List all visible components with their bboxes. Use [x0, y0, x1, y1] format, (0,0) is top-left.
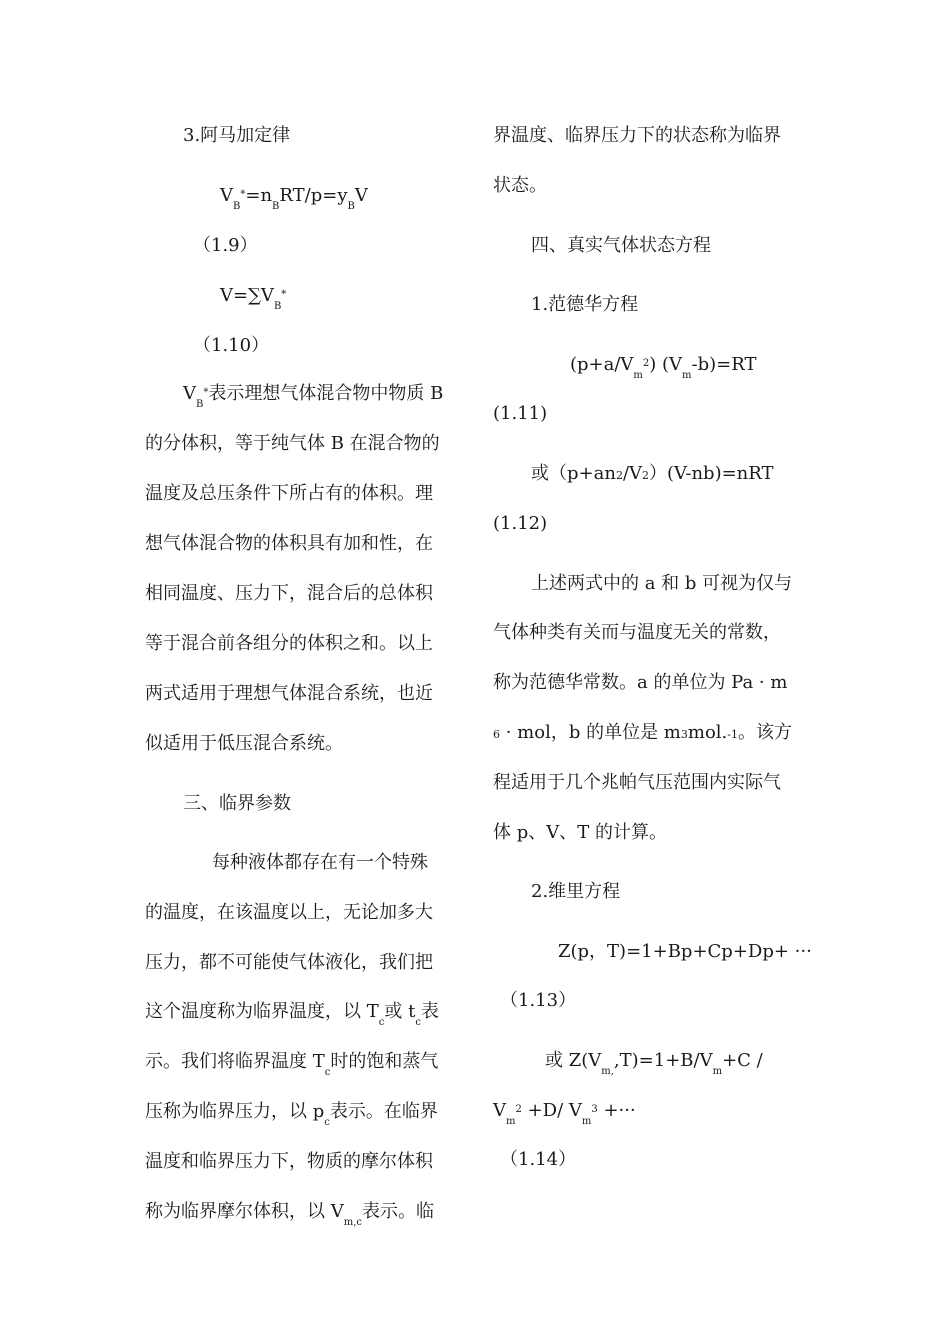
- equation-1-14-line2: $V_m^2 +D/$ $V_m^3$ +···: [493, 1100, 636, 1127]
- paragraph-line: 每种液体都存在有一个特殊: [212, 852, 428, 873]
- equation-1-14-line1: 或 $Z(V_{m,},T)=1+B/V_m+C$ /: [545, 1050, 763, 1077]
- paragraph-line: 上述两式中的 a 和 b 可视为仅与: [531, 573, 793, 594]
- paragraph-line: 温度及总压条件下所占有的体积。理: [145, 483, 433, 504]
- paragraph-line: 的温度，在该温度以上，无论加多大: [145, 902, 433, 923]
- equation-number: （1.9）: [193, 235, 258, 256]
- heading-amagat-law: 3.阿马加定律: [183, 125, 291, 146]
- equation-1-11: $(p+a/V_m^2)$ $(V_m-b)=RT$: [570, 354, 757, 381]
- equation-number: (1.11): [493, 403, 548, 424]
- paragraph-line: 程适用于几个兆帕气压范围内实际气: [493, 772, 781, 793]
- paragraph-line: 压力，都不可能使气体液化，我们把: [145, 952, 433, 973]
- paragraph-line: 这个温度称为临界温度，以 $T_c$或 $t_c$表: [145, 1001, 439, 1028]
- paragraph-line: 压称为临界压力，以 $p_c$表示。在临界: [145, 1101, 438, 1128]
- heading-critical-parameters: 三、临界参数: [183, 793, 291, 814]
- equation-1-9: $V_B^*=n_BRT/p=y_BV$: [220, 185, 368, 212]
- paragraph-line: 6 · mol，b 的单位是 m3mol.-1。该方: [493, 722, 792, 743]
- heading-virial-equation: 2.维里方程: [531, 881, 621, 902]
- equation-1-12: 或（p+an2/V2）(V-nb)=nRT: [531, 463, 774, 484]
- equation-number: （1.10）: [193, 335, 270, 356]
- paragraph-line: 体 p、V、T 的计算。: [493, 822, 667, 843]
- paragraph-line: 气体种类有关而与温度无关的常数，: [493, 622, 781, 643]
- paragraph-line: 示。我们将临界温度 $T_c$时的饱和蒸气: [145, 1051, 439, 1078]
- paragraph-line: 温度和临界压力下，物质的摩尔体积: [145, 1151, 433, 1172]
- paragraph-line: 相同温度、压力下，混合后的总体积: [145, 583, 433, 604]
- heading-van-der-waals: 1.范德华方程: [531, 294, 639, 315]
- equation-number: (1.12): [493, 513, 548, 534]
- paragraph-line: 想气体混合物的体积具有加和性，在: [145, 533, 433, 554]
- paragraph-line: 两式适用于理想气体混合系统，也近: [145, 683, 433, 704]
- paragraph-line: 界温度、临界压力下的状态称为临界: [493, 125, 781, 146]
- paragraph-line: 似适用于低压混合系统。: [145, 733, 343, 754]
- paragraph-line: 的分体积，等于纯气体 B 在混合物的: [145, 433, 440, 454]
- equation-number: （1.13）: [500, 990, 577, 1011]
- paragraph-line: 等于混合前各组分的体积之和。以上: [145, 633, 433, 654]
- paragraph-line: 称为临界摩尔体积，以 $V_{m,c}$表示。临: [145, 1201, 434, 1228]
- equation-1-10: $V=\sum V_B^*$: [220, 285, 287, 312]
- equation-1-13: Z(p，T)=1+Bp+Cp+Dp+ ···: [558, 941, 812, 962]
- paragraph-line: 状态。: [493, 175, 547, 196]
- heading-real-gas-equations: 四、真实气体状态方程: [531, 235, 711, 256]
- equation-number: （1.14）: [500, 1149, 577, 1170]
- paragraph-line: $V_B^*$表示理想气体混合物中物质 B: [183, 383, 444, 410]
- paragraph-line: 称为范德华常数。a 的单位为 Pa · m: [493, 672, 788, 693]
